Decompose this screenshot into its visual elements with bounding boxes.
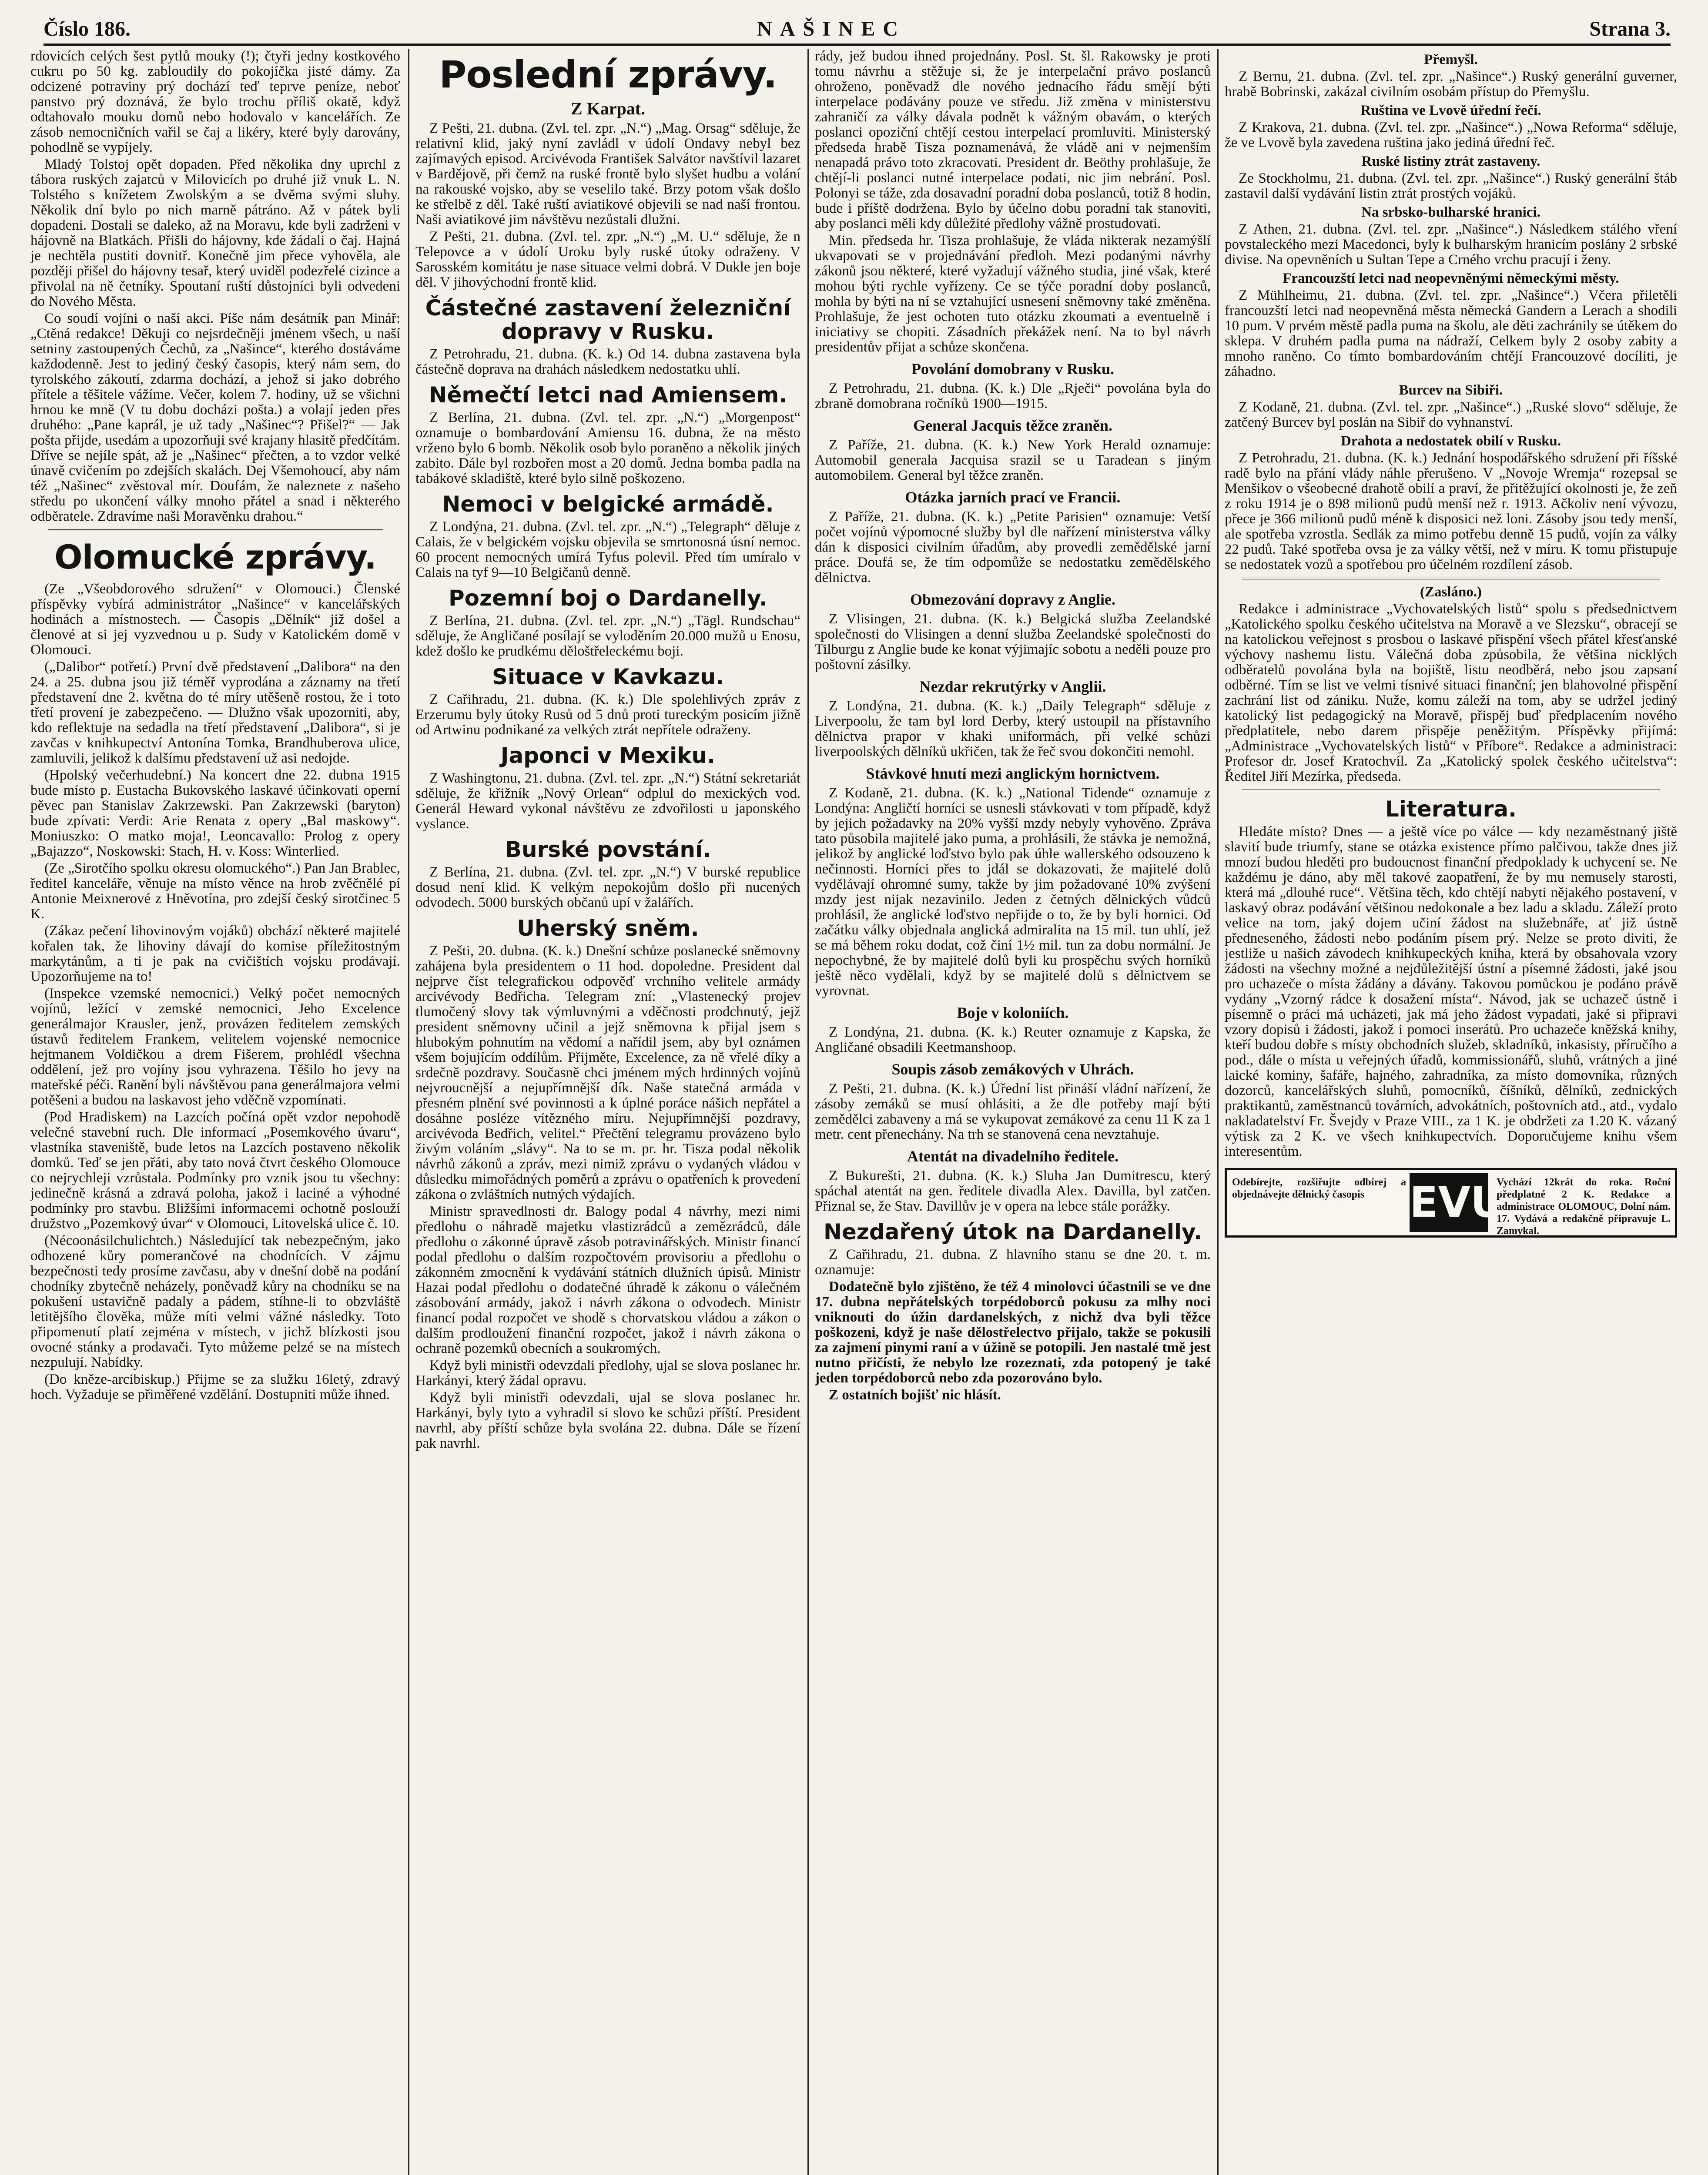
- headline: Otázka jarních prací ve Francii.: [905, 489, 1121, 506]
- article-paragraph: Mladý Tolstoj opět dopaden. Před několika dny uprchl z tábora ruských zajatců v Milovicích po druhé již vnuk L. N. Tolstého s knížetem Zwolským a se dvěma svými sluhy. Několik dní bylo po nich marně pátráno. Až v pátek byli dopadeni. Dostali se daleko, až na Moravu, kde byli zadrženi v hájovně na Blatkách. Přišli do hájovny, kde žádali o čaj. Hajná je nechtěla pustiti dovnitř. Konečně jim přece vyhověla, ale později přišel do hájovny tesař, který uviděl podezřelé cizince a přivolal na ně četníky. Spoutaní ruští důstojníci byli odvedeni do Nového Města.: [30, 157, 400, 309]
- section-title-literature: Literatura.: [1385, 796, 1517, 822]
- headline: Ruština ve Lvově úřední řečí.: [1360, 103, 1541, 118]
- headline: Boje v koloniích.: [957, 1004, 1069, 1021]
- article-paragraph: Z Kodaně, 21. dubna. (K. k.) „National Tidende“ oznamuje z Londýna: Angličtí horníci se usnesli stávkovati v tom případě, když by jejich požadavky na 20% vyšší mzdy nebyly vyhověno. Zpráva tato působila majitelé jako puma, a prohlásili, že stávka je nemožná, jelikož by anglické loďstvo bylo pak úhle wallerského odsouzeno k nečinnosti. Horníci přes to jdál se dokazovati, že majitelé dolů vydělávají ohromné sumy, takže by jim požadované 10% zvýšení mzdy jest nijak nezavinilo. Jeden z četných dělnických vůdců prohlásil, že anglické loďstvo nepřijde o to, že by byli hornici. Od začátku války objednala anglická admiralita na 15 mil. tun uhlí, jež se má během roku dodat, což činí 1½ mil. tun za dobu normální. Je nepochybné, že by majitelé dolů byli ku prospěchu svých horníků ještě něco vydělali, když by se majitelé dolů s dělnictvem se vyrovnat.: [815, 785, 1211, 999]
- article-paragraph: rády, jež budou ihned projednány. Posl. St. šl. Rakowsky je proti tomu návrhu a stěžuje si, že je interpelační právo poslanců ohroženo, poněvadž dle nového jednacího řádu smějí býti interpelace podávány pouze ve středu. Již změna v ministerstvu zahraničí za války dávala podnět k vážným obavám, o kterých poslanci opoziční chtějí cestou interpelací promluviti. Ministerský předseda hrabě Tisza poznamenává, že vládě ani v nejmenším nenapadá právo toto zkracovati. President dr. Beöthy prohlašuje, že chtějí-li poslanci nutné interpelace podati, nic jim nebrání. Posl. Polonyi se táže, zda dosavadní poradní doba poslanců, totiž 8 hodin, bude i příště dodržena. Bylo by účelno dobu poradní tak stanoviti, aby poslanci měli kdy důležité předlohy vážně prostudovati.: [815, 49, 1211, 231]
- headline: Němečtí letci nad Amiensem.: [429, 382, 787, 408]
- masthead: NAŠINEC: [757, 17, 906, 40]
- ad-logo: EVU: [1410, 1173, 1488, 1232]
- article-paragraph: Když byli ministři odevzdali předlohy, ujal se slova poslanec hr. Harkányi, který žádal opravu.: [415, 1358, 800, 1389]
- advertisement-box: [1225, 1168, 1677, 1238]
- article-paragraph: Z Cařihradu, 21. dubna. (K. k.) Dle spolehlivých zpráv z Erzerumu byly útoky Rusů od 5 dnů proti tureckým posicím jižně od Artwinu podnikané za velkých ztrát nepřítele odraženy.: [415, 692, 800, 738]
- article-paragraph: („Dalibor“ potřetí.) První dvě představení „Dalibora“ na den 24. a 25. dubna jsou již téměř vyprodána a záznamy na třetí představení dne 2. května do té míry utěšeně rostou, že i toto třetí provení je zabezpečeno. — Dlužno však upozorniti, aby, kdo reflektuje na sedadla na třetí představení „Dalibora“, si je zavčas v knihkupectví Antonína Tomka, Brandhuberova ulice, zamluvili, jelikož k dalšímu představení už asi nedojde.: [30, 659, 400, 766]
- article-paragraph: Z Mühlheimu, 21. dubna. (Zvl. tel. zpr. „Našince“.) Včera přiletěli francouzští letci nad neopevněná města německá Gandern a Lerach a shodili 10 pum. V prvém městě padla puma na školu, ale děti zachránily se útěkem do sklepa. V druhém padla puma na nádraží, Celkem byly 2 osoby zabity a mnoho raněno. Co tímto bombardováním chtějí Francouzové docíliti, je záhadno.: [1225, 288, 1677, 379]
- section-title-olomouc: Olomucké zprávy.: [54, 538, 377, 576]
- column-rule: [408, 49, 409, 2175]
- ad-right-text: Vychází 12krát do roka. Roční předplatné 2 K. Redakce a administrace OLOMOUC, Dolní nám. 17. Vydává a redakčně připravuje L. Zamykal.: [1497, 1177, 1671, 1237]
- article-paragraph: Co soudí vojíni o naší akci. Píše nám desátník pan Minář: „Ctěná redakce! Děkuji co nejsrdečněji jménem všech, u naší setniny zastoupených Čechů, za „Našince“, kterého dostáváme každodenně. Jest to jediný český časopis, který nám sem, do tyrolského zákoutí, zdarma dochází, a jehož si jako dobrého přítele a těšitele vážíme. Večer, kolem 7. hodiny, už se všichni hrnou ke mně (V tu dobu docházi pošta.) a volají jeden přes druhého: „Pane kaprál, je už tady „Našinec“? Přišel?“ — Jak pošta přijde, usedám a upozorňuji své krajany hlasitě předčítám. Dříve se nejíle spát, až je „Našinec“ přečten, a to vzdor velké únavě cvičením po zdejších skalách. Dej Všemohoucí, aby nám též „Našinec“ zvěstoval mír. Doufám, že naleznete z našeho středu po ukončení války mnoho přátel a snad i některého odběratele. Zdravíme naši Moravěnku drahou.“: [30, 311, 400, 524]
- article-paragraph: Z Kodaně, 21. dubna. (Zvl. tel. zpr. „Našince“.) „Ruské slovo“ sděluje, že zatčený Burcev byl poslán na Sibiř do vyhnanství.: [1225, 399, 1677, 430]
- article-paragraph: Když byli ministři odevzdali, ujal se slova poslanec hr. Harkányi, byly tyto a vyhradil si slovo ke schůzi příští. President navrhl, aby příští schůze byla svolána 22. dubna. Dále se řízení pak navrhl.: [415, 1390, 800, 1451]
- article-paragraph: Z Krakova, 21. dubna. (Zvl. tel. zpr. „Našince“.) „Nowa Reforma“ sděluje, že ve Lvově byla zavedena ruština jako jediná úřední řeč.: [1225, 120, 1677, 151]
- article-paragraph: (Hpolský večerhudební.) Na koncert dne 22. dubna 1915 bude místo p. Eustacha Bukovského laskavé účinkovati operní pěvec pan Stanislav Zakrzewski. Pan Zakrzewski (baryton) bude zpívati: Verdi: Arie Renata z opery „Bal maskowy“. Moniuszko: O matko moja!, Leoncavallo: Prolog z opery „Bajazzo“, Noskowski: Stach, H. v. Koss: Winterlied.: [30, 767, 400, 859]
- column-rule: [807, 49, 809, 2175]
- headline: Nemoci v belgické armádě.: [442, 492, 774, 517]
- page-header: [44, 17, 1671, 46]
- article-paragraph: Z ostatních bojišť nic hlásít.: [829, 1387, 1001, 1403]
- section-divider: [1242, 578, 1660, 579]
- column-2: [415, 49, 800, 2175]
- headline: Situace v Kavkazu.: [492, 664, 724, 689]
- article-paragraph: Z Athen, 21. dubna. (Zvl. tel. zpr. „Našince“.) Následkem stálého vření povstaleckého mezi Macedonci, byly k bulharským hranicím poslány 2 srbské divise. Na opevněních u Sultan Tepe a Crného vrchu pracují i ženy.: [1225, 221, 1677, 268]
- headline: Z Karpat.: [570, 99, 646, 118]
- article-paragraph: Z Cařihradu, 21. dubna. Z hlavního stanu se dne 20. t. m. oznamuje:: [815, 1247, 1211, 1278]
- headline: Povolání domobrany v Rusku.: [911, 360, 1115, 378]
- article-paragraph: Z Berlína, 21. dubna. (Zvl. tel. zpr. „N.“) V burské republice dosud není klid. K velkým nepokojům došlo při nucených odvodech. 5000 burských občanů upí v žalářích.: [415, 864, 800, 910]
- article-paragraph: (Ze „Sirotčího spolku okresu olomuckého“.) Pan Jan Brablec, ředitel kanceláře, věnuje na místo věnce na hrob zvěčnělé pí Antonie Meixnerové z Hněvotína, pro zdejší český sirotčinec 5 K.: [30, 860, 400, 922]
- article-paragraph: Z Pešti, 21. dubna. (Zvl. tel. zpr. „N.“) „Mag. Orsag“ sděluje, že relativní klid, jaký nyní zavládl v údolí Ondavy nebyl bez zajímavých episod. Arcivévoda František Salvátor navštívil lazaret v Bardějově, při čemž na ruské frontě bylo slyšet hudbu a volání na rakouské vojsko, aby se veselilo také. Brzy potom však došlo ke střelbě z děl. Také ruští aviatikové objevili se nad naší frontou. Naši aviatikové jim návštěvu nezůstali dlužni.: [415, 120, 800, 228]
- article-paragraph: Hledáte místo? Dnes — a ještě více po válce — kdy nezaměstnaný jiště slavití bude triumfy, stane se otázka existence přímo palčivou, takže dnes již mnozí budou hleděti pro budoucnost finanční předpoklady k uchycení se. Ne každému je dáno, aby měl takové zaopatření, že by mu nemusely starosti, která má „dlouhé ruce“. Většina těch, kdo chtějí nabyti nějakého postavení, v laskavý obraz podávání většinou nedokonale a bez ladu a skladu. Záleží proto velice na tom, jaký dojem učiní žádost na služebnáře, ať již ústně předneseného, žádosti nebo podáním písem prý. Nelze se proto diviti, že jestliže u našich závodech knihkupeckých kniha, která by obsahovala vzory žádosti na všechny možné a nejdůležitější ústní a písemné žádosti, jaké jsou pro uchazeče o místa žádány a dávány. Takovou pomůckou je podáno právě vydány „Vzorný rádce k dosažení místa“. Návod, jak se uchazeč ústně i písemně o práci má ucházeti, jak má jeho žádost vypadati, jaké si připravi vzory dopisů i žádosti, jakož i pomoci inserátů. Pro uchazeče kněžská knihy, kteří budou dobře s místy obchodních služeb, skladníků, inkasisty, příručího a pod., dále o místa u veřejných úřadů, kommissionářů, sluhů, vrátných a jiné laické kominy, šafáře, hajného, zahradníka, za místo domovníka, různých dozorců, kancelářských sluhů, pomocníků, číšníků, dělníků, zednických praktikantů, zaměstnanců továrních, advokátních, poštovních atd., atd., vydalo nakladatelství Fr. Švejdy v Praze VIII., za 1 K. je obdržeti za 1.20 K. vázaný výtisk za 2 K. ve všech knihkupectvích. Doporučujeme knihu všem interesentům.: [1225, 824, 1677, 1159]
- article-paragraph: Ministr spravedlnosti dr. Balogy podal 4 návrhy, mezi nimi předlohu o náhradě majetku vlastizrádců a zemězrádců, dále předlohu o zákonné úpravě zásob potravinářských. Ministr financí podal předlohu o dalším rozpočtovém provisoriu a předlohu o zákonném zmocnění k vydávání státních dlužních úpisů. Ministr Hazai podal předlohu o dodatečné úhradě k zákonu o válečném zásobování armády, jakož i návrh zákona o odvodech. Ministr financí podal rozpočet ve shodě s chorvatskou vládou a zákon o dalším prodloužení finanční rozpočet, jakož i návrh zákona o ochraně pozemků obecních a soukromých.: [415, 1204, 800, 1356]
- headline: Burské povstání.: [505, 837, 711, 862]
- headline: Částečné zastavení železniční dopravy v Rusku.: [425, 295, 791, 344]
- article-paragraph: Z Londýna, 21. dubna. (K. k.) Reuter oznamuje z Kapska, že Angličané obsadili Keetmanshoop.: [815, 1024, 1211, 1055]
- column-rule: [1217, 49, 1219, 2175]
- headline: Nezdar rekrutýrky v Anglii.: [919, 678, 1106, 695]
- article-paragraph: (Nécoonásilchulichtch.) Následující tak nebezpečným, jako odhozené kůry pomerančové na chodnících. V zájmu bezpečnosti tedy prosíme zavčasu, aby v dnešní době na podání chodníky zbytečně neházely, poněvadž kůry na chodníku se na pokušení ustavičně padaly a pádem, stíhne-li to obzvláště letitějšího člověka, může míti velmi vážné následky. Toto připomenutí platí zejména v místech, v jichž blízkosti jsou ovocné stánky a prodavači. Tyto můžeme pelzé se na místech nezpulují. Nabídky.: [30, 1233, 400, 1370]
- headline: Uherský sněm.: [517, 916, 699, 941]
- headline: Nezdařený útok na Dardanelly.: [823, 1219, 1202, 1245]
- headline: General Jacquis těžce zraněn.: [913, 417, 1112, 434]
- article-paragraph: (Do kněze-arcibiskup.) Přijme se za služku 16letý, zdravý hoch. Vyžaduje se přiměřené vzdělání. Dostupniti může ihned.: [30, 1372, 400, 1402]
- article-paragraph: Ze Stockholmu, 21. dubna. (Zvl. tel. zpr. „Našince“.) Ruský generální štáb zastavil další vydávání listin ztrát prostých vojáků.: [1225, 171, 1677, 201]
- headline: Atentát na divadelního ředitele.: [907, 1148, 1119, 1165]
- article-paragraph: Z Bernu, 21. dubna. (Zvl. tel. zpr. „Našince“.) Ruský generální guverner, hrabě Bobrinski, zakázal civilním osobám přístup do Přemyšlu.: [1225, 69, 1677, 100]
- section-divider: [1242, 790, 1660, 791]
- headline: Přemyšl.: [1424, 52, 1478, 67]
- headline: Drahota a nedostatek obilí v Rusku.: [1340, 433, 1561, 449]
- article-paragraph: Z Pešti, 20. dubna. (K. k.) Dnešní schůze poslanecké sněmovny zahájena byla presidentem o 11 hod. dopoledne. President dal nejprve číst telegrafickou odpověď vrchního velitele armády arcivévody Bedřicha. Telegram zní: „Vlastenecký projev tlumočený slovy tak výmluvnými a vděčnosti prodchnutý, jejž president sněmovny učinil a jejž sněmovna k přijal jsem s hlubokým pohnutím na vědomí a nařídil jsem, aby byl oznámen všem bojujícím oddílům. Přijměte, Excelence, za ně vřelé díky a srdečně pozdravy. Současně chci jménem mých hrdinných vojínů nejvroucnější a nejupřímnější dík. Naše statečná armáda v přesném plnění své povinnosti a k úplné poráce nášich nepřátel a dosáhne posléze vítězného míru. Nejupřímnější pozdravy, arcivévoda Bedřich, velitel.“ Přečtění telegramu provázeno bylo živým voláním „slávy“. Na to se m. pr. hr. Tisza podal několik návrhů zákonů a zpráv, mezi nimiž zprávu o vydaných vládou v důsledku mimořádných poměrů a zprávu o opatřeních k provedení zákona o zvláštních nutných výdajích.: [415, 943, 800, 1202]
- article-paragraph: Z Washingtonu, 21. dubna. (Zvl. tel. zpr. „N.“) Státní sekretariát sděluje, že křižník „Nový Orlean“ odplul do mexických vod. Generál Heward vykonal návštěvu ze zdvořilosti u japonského vyslance.: [415, 770, 800, 832]
- headline: Pozemní boj o Dardanelly.: [449, 586, 767, 611]
- section-title-latest-news: Poslední zprávy.: [439, 53, 777, 97]
- article-paragraph: Z Berlína, 21. dubna. (Zvl. tel. zpr. „N.“) „Tägl. Rundschau“ sděluje, že Angličané posílají se vyloděním 20.000 mužů u Enosu, kdež došlo ke prudkému děloštřeleckému boji.: [415, 613, 800, 659]
- headline: Soupis zásob zemákových v Uhrách.: [891, 1061, 1134, 1078]
- page-number: Strana 3.: [1589, 17, 1671, 40]
- article-paragraph: Z Londýna, 21. dubna. (Zvl. tel. zpr. „N.“) „Telegraph“ děluje z Calais, že v belgickém vojsku objevila se smrtonosná úsní nemoc. 60 procent nemocných umírá Tyfus polevil. Před tím umíralo v Calais na tyf 9—10 Belgičanů denně.: [415, 519, 800, 580]
- ad-left-text: Odebírejte, rozšiřujte odbírej a objednávejte dělnický časopis: [1232, 1177, 1406, 1200]
- issue-number: Číslo 186.: [44, 17, 131, 40]
- headline: Japonci v Mexiku.: [500, 743, 716, 768]
- article-paragraph: Redakce i administrace „Vychovatelských listů“ spolu s předsednictvem „Katolického spolku českého učitelstva na Moravě a ve Slezsku“, obracejí se na katolickou veřejnost s prosbou o laskavé přispění všech přátel křesťanské výchovy nashemu listu. Válečná doba způsobila, že většina nicklých odběratelů povolána byla na bojiště, listu neodběrá, nebo jsou zapsaní odběrné. Tím se list ve velmi tísnivé situaci finanční; jen blahovolné přispění zachrání list od zániku. Nuže, komu záleží na tom, aby se udržel jediný katolický list pedagogický na Moravě, přispěj buď předplacením nového předplatitele, nebo darem přispěje peněžitým. Příspěvky přijímá: „Administrace „Vychovatelských listů“ v Příbore“. Redakce a administraci: Profesor dr. Josef Kratochvíl. Za „Katolický spolek českého učitelstva“: Ředitel Jiří Mezírka, předseda.: [1225, 601, 1677, 784]
- column-3: [815, 49, 1211, 2175]
- article-paragraph: Z Petrohradu, 21. dubna. (K. k.) Dle „Rječi“ povolána byla do zbraně domobrana ročníků 1900—1915.: [815, 381, 1211, 412]
- article-paragraph: rdovicích celých šest pytlů mouky (!); čtyři jedny kostkového cukru po 50 kg. zabloudily do pokojíčka jisté dámy. Za odcizené potraviny prý dochází teď teprve peníze, neboť panstvo prý doznává, že bylo trochu příliš okatě, když odtahovalo mouku domů nebo hodovalo v kancelářích. Ze zásob nemocničních vařil se čaj a likéry, které byly darovány, pohodlně se vypíjely.: [30, 49, 400, 155]
- article-paragraph: Z Petrohradu, 21. dubna. (K. k.) Od 14. dubna zastavena byla částečně doprava na drahách následkem nedostatku uhlí.: [415, 346, 800, 377]
- article-paragraph: (Ze „Všeobdorového sdružení“ v Olomouci.) Členské příspěvky vybírá administrátor „Našince“ v kancelářských hodinách a místnostech. — Časopis „Dělník“ již došel a členové at si jej vyzvednou u p. Sudy v Katolickém domě v Olomouci.: [30, 581, 400, 658]
- section-divider: [48, 529, 383, 531]
- article-paragraph: Z Vlisingen, 21. dubna. (K. k.) Belgická služba Zeelandské společnosti do Vlisingen a denní služba Zeelandské společnosti do Tilburgu z Anglie bude ke konat výjimajíc sobotu a neděli pouze pro poštovní zásilky.: [815, 611, 1211, 673]
- article-paragraph: Z Pešti, 21. dubna. (K. k.) Úřední list přináší vládní nařízení, že zásoby zemáků se musí ohlásiti, a že dle potřeby mají býti zemědělci zabaveny a má se vykupovat zemákové za cenu 11 K za 1 metr. cent přenechány. Na trh se stanovená cena nevztahuje.: [815, 1081, 1211, 1142]
- headline: Ruské listiny ztrát zastaveny.: [1361, 154, 1541, 169]
- headline: Burcev na Sibiři.: [1399, 382, 1503, 398]
- article-paragraph: Z Petrohradu, 21. dubna. (K. k.) Jednání hospodářského sdružení při říšské radě bylo na přání vlády náhle přerušeno. V „Novoje Wremja“ rozepsal se Menšikov o všeobecné drahotě obilí a praví, že přitěžující okolnosti je, že zeň z roku 1914 je o 898 milionů pudů menší než r. 1913. Ačkoliv není vývozu, přece je 366 milionů pudů méně k disposici než loni. Zásoby jsou tedy menší, ale spotřeba vzrostla. Sedlák za mimo potřebu denně 15 pudů, vojín za války 22 pudů. Také spotřeba ovsa je za války větší, než v míru. K tomu přistupuje se nedostatek vozů a spotřebou pro účelném rozdílení zásob.: [1225, 450, 1677, 572]
- article-paragraph: Z Londýna, 21. dubna. (K. k.) „Daily Telegraph“ sděluje z Liverpoolu, že tam byl lord Derby, který ustoupil na přístavního dělnictva prapor v khaki uniformách, při velké schůzi liverpoolských dělníků ukřičen, tak že řeč svou dokončiti nemohl.: [815, 698, 1211, 760]
- headline: Francouzští letci nad neopevněnými německými městy.: [1283, 271, 1619, 286]
- article-paragraph: Z Pešti, 21. dubna. (Zvl. tel. zpr. „N.“) „M. U.“ sděluje, že n Telepovce a v údolí Uroku byly ruské útoky odraženy. V Sarosském komitátu je nase situace velmi dobrá. V Dukle jen boje děl. V jihovýchodní frontě klid.: [415, 229, 800, 290]
- article-paragraph: (Pod Hradiskem) na Lazcích počíná opět vzdor nepohodě velečné stavební ruch. Dle informací „Posemkového úvaru“, vlastníka staveniště, bude letos na Lazcích postaveno několik domků. Teď se jen přáti, aby tato nová čtvrt českého Olomouce co nejrychleji vzrůstala. Podmínky pro vznik jsou tu všechny: jedinečně krásná a zdravá poloha, jakož i laciné a výhodné podmínky pro stavbu. Bližšími informacemi ochotně poslouží družstvo „Pozemkový úvar“ v Olomouci, Litovelská ulice č. 10.: [30, 1109, 400, 1231]
- article-paragraph: Min. předseda hr. Tisza prohlašuje, že vláda nikterak nezamýšlí ukvapovati se v projednávání předloh. Mezi podanými návrhy zákonů jsou některé, které vyžadují vážného studia, jiné však, které mohou býti rychle vyřízeny. Ce se týče poradní doby poslanců, mohla by býti na ní se vztahující usnesení sněmovny také změněna. Prohlašuje, že jest ochoten tuto otázku zkoumati a eventuelně i iniciativy se chopiti. Zásadních překážek není. Na to byl návrh presidentův přijat a schůze skončena.: [815, 233, 1211, 355]
- article-paragraph: Z Bukurešti, 21. dubna. (K. k.) Sluha Jan Dumitrescu, který spáchal atentát na gen. ředitele divadla Alex. Davilla, byl zatčen. Přiznal se, že Stav. Davillův je v opera na lebce stále porážky.: [815, 1168, 1211, 1214]
- article-paragraph: Dodatečně bylo zjištěno, že též 4 minolovci účastnili se ve dne 17. dubna nepřátelských torpédoborců pokusu za mlhy noci vniknouti do úžin dardanelských, z nichž dva byli těžce poškozeni, když je naše dělostřelectvo přijalo, takže se pokusili za zajmení pinymi raní a v úžině se potopili. Jen nastalé tmě jest nutno přičísti, že nebylo lze rozeznati, zda potopený je také jeden torpédoborců nebo zda pozorováno bylo.: [815, 1279, 1211, 1386]
- headline: Na srbsko-bulharské hranici.: [1361, 204, 1541, 220]
- column-1: [30, 49, 400, 2175]
- column-4: [1225, 49, 1677, 2175]
- article-paragraph: Z Berlína, 21. dubna. (Zvl. tel. zpr. „N.“) „Morgenpost“ oznamuje o bombardování Amiensu 16. dubna, že na město vrženo bylo 6 bomb. Několik osob bylo poraněno a několik jiných zabito. Dále byl rozbořen most a 20 domů. Jedna bomba padla na tabákové skladiště, které bylo silně poškozeno.: [415, 410, 800, 486]
- headline: Stávkové hnutí mezi anglickým hornictvem.: [866, 765, 1160, 782]
- article-paragraph: (Zákaz pečení lihovinovým vojáků) obchází některé majitelé kořalen tak, že lihoviny dávají do komise příležitostným markytánům, a ti je pak na cvičištích vojsku prodávají. Upozorňujeme na to!: [30, 923, 400, 984]
- headline: Obmezování dopravy z Anglie.: [910, 591, 1115, 608]
- article-paragraph: (Inspekce vzemské nemocnici.) Velký počet nemocných vojínů, ležící v zemské nemocnici, Jeho Excelence generálmajor Krausler, jenž, provázen ředitelem zemských ústavů ředitelem Frankem, velitelem vojenské nemocnice hejtmanem Voldičkou a drem Fišerem, prohlédl všechna oddělení, jež pro vojíny jsou vyhrazena. Těšilo ho jevy na mateřské péči. Ranění byli návštěvou pana generálmajora velmi potěšeni a budou na laskavost jeho vděčně vzpomínati.: [30, 986, 400, 1108]
- article-paragraph: Z Paříže, 21. dubna. (K. k.) „Petite Parisien“ oznamuje: Vetší počet vojínů výpomocné služby byl dle nařízení ministerstva války dán k disposici civilním úřadům, aby provedli zemědělské jarní práce. Doufá se, že tím odpomůže se nedostatku zemědělského dělnictva.: [815, 509, 1211, 586]
- headline-sent-in: (Zasláno.): [1420, 584, 1482, 600]
- article-paragraph: Z Paříže, 21. dubna. (K. k.) New York Herald oznamuje: Automobil generala Jacquisa srazil se u Taradean s jiným automobilem. General byl těžce zraněn.: [815, 437, 1211, 483]
